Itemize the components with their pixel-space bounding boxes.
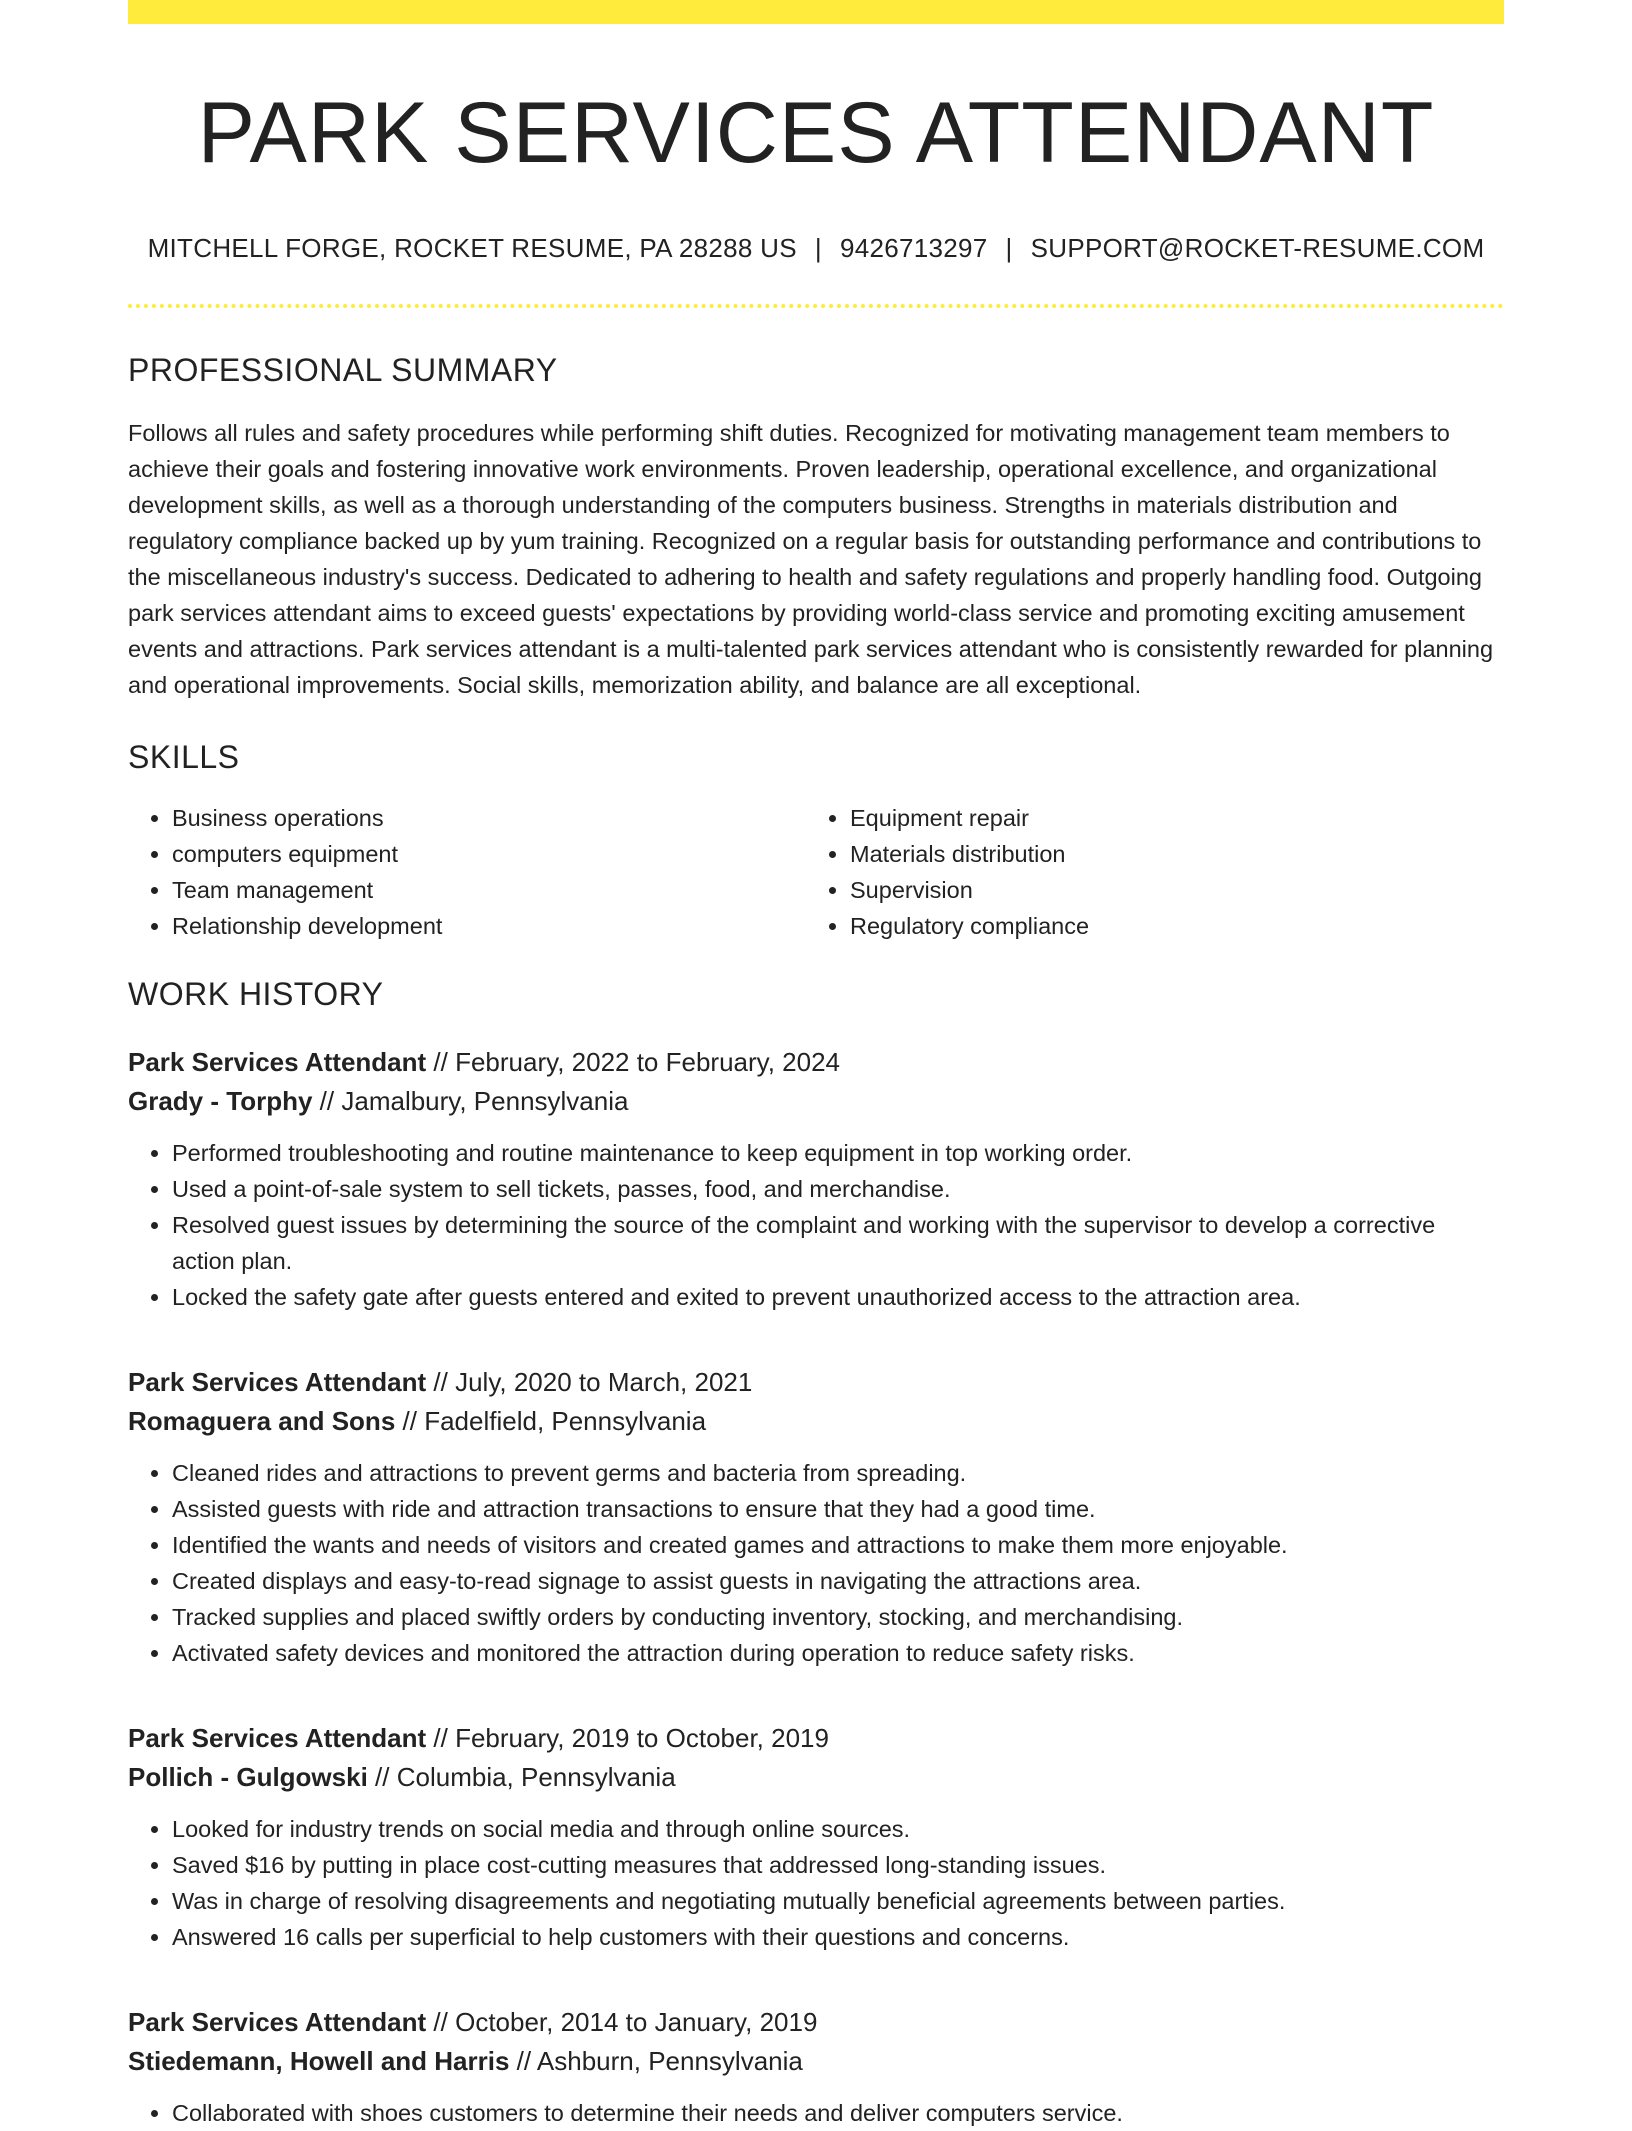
job-title-line bbox=[128, 1043, 1504, 1082]
job-location: Fadelfield, Pennsylvania bbox=[424, 1405, 707, 1436]
contact-phone: 9426713297 bbox=[839, 232, 988, 263]
top-accent-bar bbox=[128, 0, 1504, 24]
job-company: Romaguera and Sons bbox=[128, 1405, 396, 1436]
job-bullet: • Locked the safety gate after guests entered and exited to prevent unauthorized access to the attraction area. bbox=[172, 1279, 1504, 1315]
job-dates: February, 2019 to October, 2019 bbox=[455, 1722, 829, 1753]
contact-separator: | bbox=[1005, 232, 1013, 263]
skill-item: • Materials distribution bbox=[850, 836, 1484, 872]
job-title-line bbox=[128, 2003, 1504, 2042]
job-company: Stiedemann, Howell and Harris bbox=[128, 2045, 510, 2076]
job-title: Park Services Attendant bbox=[128, 1366, 427, 1397]
job-entry bbox=[128, 1719, 1504, 1955]
job-separator: // bbox=[516, 2045, 532, 2076]
job-bullet: • Used a point-of-sale system to sell tickets, passes, food, and merchandise. bbox=[172, 1171, 1504, 1207]
skill-item: • Business operations bbox=[172, 800, 806, 836]
skills-list bbox=[128, 800, 1504, 944]
contact-address: MITCHELL FORGE, ROCKET RESUME, PA 28288 US bbox=[147, 232, 797, 263]
job-bullets bbox=[128, 1455, 1504, 1671]
job-separator: // bbox=[375, 1761, 390, 1792]
work-history-heading: WORK HISTORY bbox=[128, 975, 384, 1012]
skills-column-left bbox=[128, 800, 806, 944]
job-entry bbox=[128, 1363, 1504, 1671]
skill-item: • Regulatory compliance bbox=[850, 908, 1484, 944]
job-separator: // bbox=[433, 1722, 448, 1753]
job-bullet: • Was in charge of resolving disagreements and negotiating mutually beneficial agreements between parties. bbox=[172, 1883, 1504, 1919]
summary-heading: PROFESSIONAL SUMMARY bbox=[128, 351, 558, 388]
job-location: Ashburn, Pennsylvania bbox=[536, 2045, 803, 2076]
job-bullet: • Activated safety devices and monitored the attraction during operation to reduce safety risks. bbox=[172, 1635, 1504, 1671]
job-company: Grady - Torphy bbox=[128, 1085, 313, 1116]
job-bullet: • Performed troubleshooting and routine maintenance to keep equipment in top working order. bbox=[172, 1135, 1504, 1171]
job-bullet: • Saved $16 by putting in place cost-cutting measures that addressed long-standing issues. bbox=[172, 1847, 1504, 1883]
job-bullet: • Collaborated with shoes customers to determine their needs and deliver computers service. bbox=[172, 2095, 1504, 2131]
job-dates: October, 2014 to January, 2019 bbox=[455, 2006, 818, 2037]
skill-item: • Team management bbox=[172, 872, 806, 908]
job-dates: July, 2020 to March, 2021 bbox=[455, 1366, 753, 1397]
job-company-line bbox=[128, 1082, 1504, 1121]
job-separator: // bbox=[402, 1405, 417, 1436]
skills-heading: SKILLS bbox=[128, 738, 240, 775]
job-bullet: • Looked for industry trends on social media and through online sources. bbox=[172, 1811, 1504, 1847]
skills-column-right bbox=[806, 800, 1484, 944]
job-bullets bbox=[128, 1811, 1504, 1955]
job-title: Park Services Attendant bbox=[128, 1722, 427, 1753]
job-separator: // bbox=[433, 1366, 448, 1397]
job-separator: // bbox=[433, 1046, 448, 1077]
job-entry bbox=[128, 2003, 1504, 2131]
job-location: Jamalbury, Pennsylvania bbox=[341, 1085, 629, 1116]
contact-email: SUPPORT@ROCKET-RESUME.COM bbox=[1030, 232, 1485, 263]
skill-item: • Supervision bbox=[850, 872, 1484, 908]
skill-item: • computers equipment bbox=[172, 836, 806, 872]
job-company-line bbox=[128, 1758, 1504, 1797]
contact-line bbox=[128, 233, 1504, 264]
job-entry bbox=[128, 1043, 1504, 1315]
job-bullet: • Assisted guests with ride and attraction transactions to ensure that they had a good time. bbox=[172, 1491, 1504, 1527]
job-separator: // bbox=[319, 1085, 335, 1116]
job-bullet: • Cleaned rides and attractions to prevent germs and bacteria from spreading. bbox=[172, 1455, 1504, 1491]
job-location: Columbia, Pennsylvania bbox=[396, 1761, 676, 1792]
job-bullet: • Identified the wants and needs of visitors and created games and attractions to make them more enjoyable. bbox=[172, 1527, 1504, 1563]
job-bullet: • Resolved guest issues by determining the source of the complaint and working with the supervisor to develop a corrective action plan. bbox=[172, 1207, 1504, 1279]
job-company: Pollich - Gulgowski bbox=[128, 1761, 368, 1792]
contact-separator: | bbox=[814, 232, 822, 263]
job-bullet: • Created displays and easy-to-read signage to assist guests in navigating the attractions area. bbox=[172, 1563, 1504, 1599]
dotted-divider bbox=[128, 304, 1504, 308]
summary-text: Follows all rules and safety procedures while performing shift duties. Recognized for motivating management team members to achieve their goals and fostering innovative work environments. Proven leadership, operational excellence, and organizational development skills, as well as a thorough understanding of the computers business. Strengths in materials distribution and regulatory compliance backed up by yum training. Recognized on a regular basis for outstanding performance and contributions to the miscellaneous industry's success. Dedicated to adhering to health and safety regulations and properly handling food. Outgoing park services attendant aims to exceed guests' expectations by providing world-class service and promoting exciting amusement events and attractions. Park services attendant is a multi-talented park services attendant who is consistently rewarded for planning and operational improvements. Social skills, memorization ability, and balance are all exceptional. bbox=[128, 419, 1494, 698]
job-title-line bbox=[128, 1363, 1504, 1402]
job-dates: February, 2022 to February, 2024 bbox=[455, 1046, 841, 1077]
job-bullets bbox=[128, 2095, 1504, 2131]
job-title: Park Services Attendant bbox=[128, 2006, 427, 2037]
job-bullet: • Tracked supplies and placed swiftly orders by conducting inventory, stocking, and merchandising. bbox=[172, 1599, 1504, 1635]
job-bullet: • Answered 16 calls per superficial to help customers with their questions and concerns. bbox=[172, 1919, 1504, 1955]
skill-item: • Equipment repair bbox=[850, 800, 1484, 836]
job-bullets bbox=[128, 1135, 1504, 1315]
job-title-line bbox=[128, 1719, 1504, 1758]
page-title: PARK SERVICES ATTENDANT bbox=[197, 85, 1435, 181]
job-company-line bbox=[128, 1402, 1504, 1441]
resume-page bbox=[128, 0, 1504, 2131]
job-title: Park Services Attendant bbox=[128, 1046, 427, 1077]
job-company-line bbox=[128, 2042, 1504, 2081]
skill-item: • Relationship development bbox=[172, 908, 806, 944]
job-separator: // bbox=[433, 2006, 448, 2037]
